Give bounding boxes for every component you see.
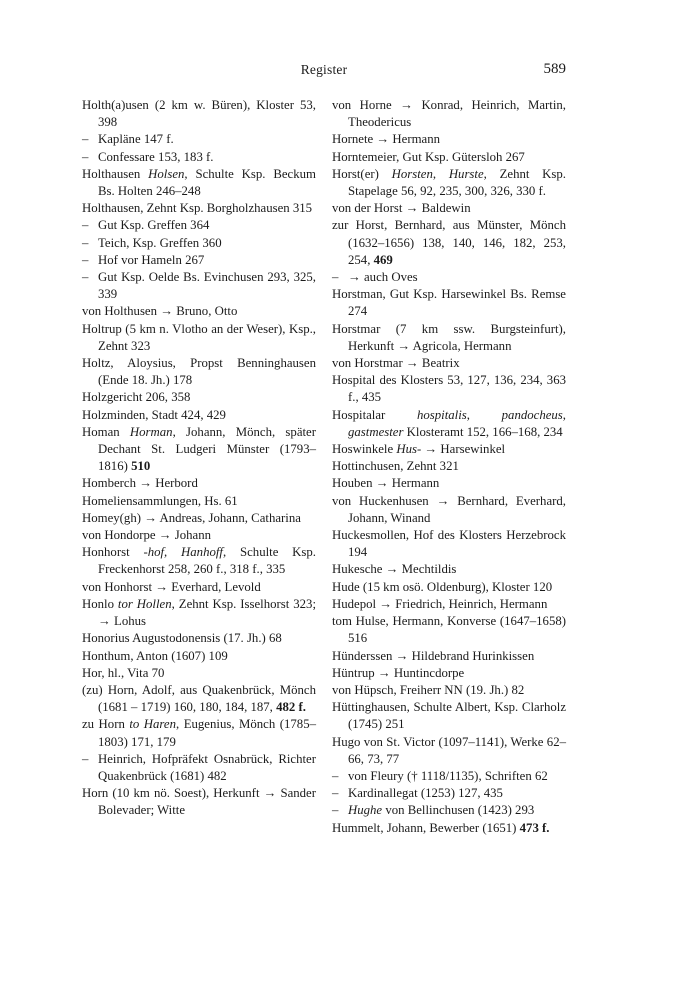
entry-text: Hüntrup → Huntincdorpe [332, 665, 465, 680]
subentry-dash: – [82, 132, 89, 147]
entry-text: Huckesmollen, Hof des Klosters Herzebrock 194 [332, 528, 566, 560]
entry-text: Heinrich, Hofpräfekt Osnabrück, Richter Quakenbrück (1681) 482 [98, 751, 316, 783]
index-entry [332, 321, 566, 355]
entry-text: Honthum, Anton (1607) 109 [82, 648, 228, 663]
index-entry [332, 734, 566, 768]
entry-text: Honhorst -hof, Hanhoff, Schulte Ksp. Freckenhorst 258, 260 f., 318 f., 335 [82, 545, 316, 577]
subentry-dash: – [82, 218, 89, 233]
entry-text: Holtz, Aloysius, Propst Benninghausen (Ende 18. Jh.) 178 [82, 356, 316, 388]
index-entry [332, 493, 566, 527]
entry-text: Homey(gh) → Andreas, Johann, Catharina [82, 510, 301, 525]
index-entry [332, 527, 566, 561]
entry-text: Horstman, Gut Ksp. Harsewinkel Bs. Remse 274 [332, 287, 566, 319]
index-entry [332, 97, 566, 131]
index-entry [82, 200, 316, 217]
entry-text: zu Horn to Haren, Eugenius, Mönch (1785–1803) 171, 179 [82, 717, 316, 749]
entry-text: Holzminden, Stadt 424, 429 [82, 407, 226, 422]
entry-text: Teich, Ksp. Greffen 360 [98, 235, 222, 250]
entry-text: Hughe von Bellinchusen (1423) 293 [348, 803, 535, 818]
index-subentry [82, 235, 316, 252]
entry-text: Holzgericht 206, 358 [82, 390, 191, 405]
index-entry [332, 441, 566, 458]
index-entry [332, 699, 566, 733]
entry-text: Holtrup (5 km n. Vlotho an der Weser), Ksp., Zehnt 323 [82, 321, 316, 353]
index-entry [82, 527, 316, 544]
index-entry [332, 820, 566, 837]
entry-text: zur Horst, Bernhard, aus Münster, Mönch (1632–1656) 138, 140, 146, 182, 253, 254, 469 [332, 218, 566, 267]
entry-text: von Horne → Konrad, Heinrich, Martin, Theodericus [332, 98, 566, 130]
index-entry [332, 286, 566, 320]
index-entry [82, 630, 316, 647]
entry-text: Kapläne 147 f. [98, 132, 174, 147]
subentry-dash: – [332, 768, 339, 783]
entry-text: tom Hulse, Hermann, Konverse (1647–1658) 516 [332, 614, 566, 646]
index-entry [82, 665, 316, 682]
index-entry [82, 389, 316, 406]
index-entry [82, 355, 316, 389]
subentry-dash: – [82, 252, 89, 267]
index-entry [82, 579, 316, 596]
entry-text: Hudepol → Friedrich, Heinrich, Hermann [332, 596, 548, 611]
index-entry [82, 321, 316, 355]
index-entry [332, 665, 566, 682]
subentry-dash: – [82, 270, 89, 285]
index-subentry [82, 131, 316, 148]
index-subentry [332, 269, 566, 286]
entry-text: von Hondorpe → Johann [82, 528, 212, 543]
entry-text: von Horstmar → Beatrix [332, 356, 460, 371]
index-entry [82, 596, 316, 630]
entry-text: Horstmar (7 km ssw. Burgsteinfurt), Herkunft → Agricola, Hermann [332, 321, 566, 353]
index-entry [332, 131, 566, 148]
index-entry [332, 217, 566, 269]
index-subentry [332, 802, 566, 819]
entry-text: Horst(er) Horsten, Hurste, Zehnt Ksp. Stapelage 56, 92, 235, 300, 326, 330 f. [332, 166, 566, 199]
entry-text: Horn (10 km nö. Soest), Herkunft → Sander Bolevader; Witte [82, 786, 316, 818]
entry-text: Hospitalar hospitalis, pandocheus, gastmester Klosteramt 152, 166–168, 234 [332, 407, 566, 439]
entry-text: Homberch → Herbord [82, 476, 198, 491]
index-subentry [332, 768, 566, 785]
entry-text: Confessare 153, 183 f. [98, 149, 214, 164]
entry-text: Gut Ksp. Oelde Bs. Evinchusen 293, 325, 339 [98, 270, 316, 302]
index-subentry [82, 751, 316, 785]
entry-text: Hugo von St. Victor (1097–1141), Werke 62–66, 73, 77 [332, 734, 566, 766]
entry-text: von Huckenhusen → Bernhard, Everhard, Johann, Winand [332, 493, 566, 525]
running-head [82, 62, 566, 82]
entry-text: Holthausen Holsen, Schulte Ksp. Beckum Bs. Holten 246–248 [82, 166, 316, 199]
entry-text: von der Horst → Baldewin [332, 201, 471, 216]
entry-text: Hummelt, Johann, Bewerber (1651) 473 f. [332, 820, 550, 835]
index-column-right [332, 97, 566, 837]
index-entry [82, 424, 316, 476]
entry-text: Gut Ksp. Greffen 364 [98, 218, 210, 233]
entry-text: von Honhorst → Everhard, Levold [82, 579, 261, 594]
index-entry [332, 200, 566, 217]
entry-text: Houben → Hermann [332, 476, 440, 491]
entry-text: Horntemeier, Gut Ksp. Gütersloh 267 [332, 149, 525, 164]
index-entry [82, 493, 316, 510]
entry-text: Hukesche → Mechtildis [332, 562, 457, 577]
index-entry [82, 510, 316, 527]
index-entry [82, 407, 316, 424]
entry-text: Kardinallegat (1253) 127, 435 [348, 786, 503, 801]
index-entry [332, 648, 566, 665]
page-number: 589 [543, 61, 566, 77]
index-subentry [82, 252, 316, 269]
index-entry [82, 682, 316, 716]
subentry-dash: – [332, 270, 339, 285]
index-entry [82, 475, 316, 492]
index-column-left [82, 97, 316, 820]
index-entry [332, 475, 566, 492]
entry-text: Homan Horman, Johann, Mönch, später Dechant St. Ludgeri Münster (1793–1816) 510 [82, 424, 316, 474]
subentry-dash: – [82, 751, 89, 766]
entry-text: von Holthusen → Bruno, Otto [82, 304, 238, 319]
entry-text: (zu) Horn, Adolf, aus Quakenbrück, Mönch (1681 – 1719) 160, 180, 184, 187, 482 f. [82, 682, 316, 715]
index-entry [82, 303, 316, 320]
index-entry [332, 372, 566, 406]
subentry-dash: – [332, 803, 339, 818]
running-title: Register [300, 62, 348, 77]
index-entry [332, 166, 566, 200]
entry-text: von Hüpsch, Freiherr NN (19. Jh.) 82 [332, 682, 525, 697]
index-entry [332, 613, 566, 647]
index-entry [332, 596, 566, 613]
index-entry [82, 544, 316, 578]
index-entry [82, 166, 316, 200]
index-subentry [82, 149, 316, 166]
entry-text: von Fleury († 1118/1135), Schriften 62 [348, 768, 548, 783]
index-entry [332, 579, 566, 596]
index-entry [332, 682, 566, 699]
entry-text: Hospital des Klosters 53, 127, 136, 234, 363 f., 435 [332, 373, 566, 405]
index-entry [332, 407, 566, 441]
entry-text: Hüttinghausen, Schulte Albert, Ksp. Clarholz (1745) 251 [332, 700, 566, 732]
entry-text: Holth(a)usen (2 km w. Büren), Kloster 53, 398 [82, 98, 316, 130]
index-entry [82, 785, 316, 819]
index-entry [332, 149, 566, 166]
entry-text: Hünderssen → Hildebrand Hurinkissen [332, 648, 535, 663]
entry-text: Hoswinkele Hus- → Harsewinkel [332, 442, 506, 457]
subentry-dash: – [332, 786, 339, 801]
entry-text: Hornete → Hermann [332, 132, 441, 147]
index-entry [332, 458, 566, 475]
index-subentry [82, 217, 316, 234]
index-entry [332, 355, 566, 372]
entry-text: Homeliensammlungen, Hs. 61 [82, 493, 238, 508]
index-entry [82, 97, 316, 131]
entry-text: Honorius Augustodonensis (17. Jh.) 68 [82, 631, 282, 646]
entry-text: Hottinchusen, Zehnt 321 [332, 459, 459, 474]
index-subentry [332, 785, 566, 802]
entry-text: Hof vor Hameln 267 [98, 252, 205, 267]
entry-text: Honlo tor Hollen, Zehnt Ksp. Isselhorst 323; → Lohus [82, 596, 316, 629]
entry-text: Holthausen, Zehnt Ksp. Borgholzhausen 315 [82, 201, 313, 216]
subentry-dash: – [82, 149, 89, 164]
entry-text: Hude (15 km osö. Oldenburg), Kloster 120 [332, 579, 553, 594]
index-subentry [82, 269, 316, 303]
index-entry [82, 716, 316, 750]
subentry-dash: – [82, 235, 89, 250]
entry-text: → auch Oves [348, 270, 418, 285]
entry-text: Hor, hl., Vita 70 [82, 665, 165, 680]
index-entry [82, 648, 316, 665]
index-entry [332, 561, 566, 578]
